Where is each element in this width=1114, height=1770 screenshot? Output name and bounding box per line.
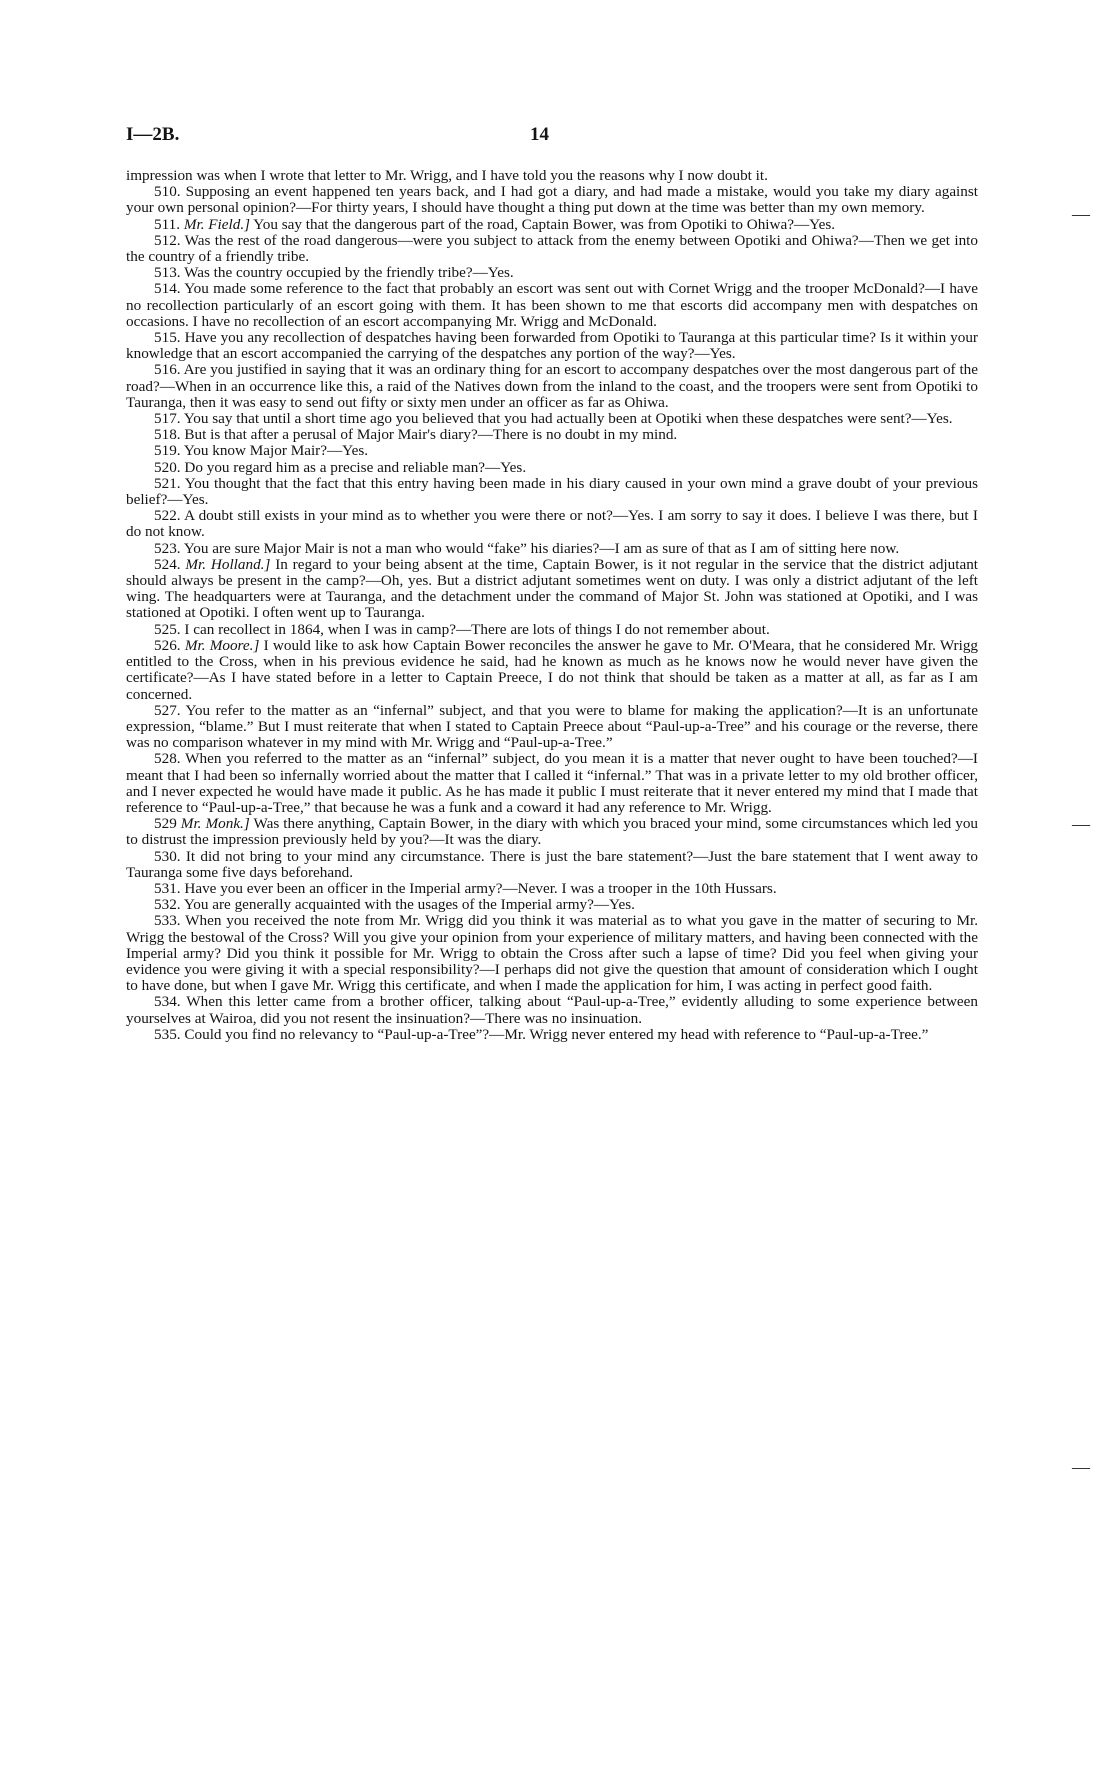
paragraph-text: When this letter came from a brother officer, talking about “Paul-up-a-Tree,” evidently alluding to some experience between yourselves at Wairoa, did you not resent the insinuation?—There was no insinuation. xyxy=(126,993,978,1027)
paragraph-text: When you received the note from Mr. Wrigg did you think it was material as to what you gave in the matter of securing to Mr. Wrigg the bestowal of the Cross? Will you give your opinion from your experience of military matters, and having been connected with the Imperial army? Did you think it possible for Mr. Wrigg to obtain the Cross after such a lapse of time? Did you feel when giving your evidence you were giving it with a special responsibility?—I perhaps did not give the question that amount of consideration which I ought to have done, but when I gave Mr. Wrigg this certificate, and when I made the application for him, I was acting in perfect good faith. xyxy=(126,912,978,995)
evidence-paragraph xyxy=(126,541,978,557)
question-number: 528. xyxy=(154,750,181,768)
evidence-paragraph xyxy=(126,994,978,1026)
evidence-paragraph xyxy=(126,913,978,994)
evidence-paragraph xyxy=(126,411,978,427)
paragraph-text: It did not bring to your mind any circumstance. There is just the bare statement?—Just the bare statement that I went away to Tauranga some five days beforehand. xyxy=(126,847,979,881)
question-number: 516. xyxy=(154,361,181,379)
paragraph-text: impression was when I wrote that letter to Mr. Wrigg, and I have told you the reasons why I now doubt it. xyxy=(126,167,768,184)
question-number: 511. xyxy=(154,215,181,233)
paragraph-text: But is that after a perusal of Major Mair's diary?—There is no doubt in my mind. xyxy=(184,426,678,444)
question-number: 512. xyxy=(154,231,181,249)
evidence-paragraph xyxy=(126,265,978,281)
evidence-paragraph xyxy=(126,638,978,703)
paragraph-text: Have you ever been an officer in the Imperial army?—Never. I was a trooper in the 10th Hussars. xyxy=(184,879,777,897)
question-number: 529 xyxy=(154,815,177,833)
question-number: 522. xyxy=(154,507,181,525)
question-number: 517. xyxy=(154,410,181,428)
paragraph-text: You thought that the fact that this entry having been made in his diary caused in your own mind a grave doubt of your previous belief?—Yes. xyxy=(126,474,978,509)
question-number: 534. xyxy=(154,993,181,1011)
question-number: 525. xyxy=(154,620,181,638)
evidence-paragraph xyxy=(126,330,978,362)
evidence-paragraph xyxy=(126,751,978,816)
margin-mark: — xyxy=(1072,204,1090,224)
question-number: 531. xyxy=(154,879,181,897)
document-reference: I—2B. xyxy=(126,124,180,145)
question-number: 515. xyxy=(154,329,181,347)
question-number: 533. xyxy=(154,912,181,930)
question-number: 526. xyxy=(154,636,181,654)
question-number: 523. xyxy=(154,539,181,557)
paragraph-text: You know Major Mair?—Yes. xyxy=(183,442,369,460)
paragraph-text: You say that until a short time ago you believed that you had actually been at Opotiki when these despatches were sent?—Yes. xyxy=(183,410,953,428)
evidence-paragraph xyxy=(126,443,978,459)
paragraph-text: You made some reference to the fact that probably an escort was sent out with Cornet Wrigg and the trooper McDonald?—I have no recollection particularly of an escort going with them. It has been shown to me that escorts did accompany men with despatches on occasions. I have no recollection of an escort accompanying Mr. Wrigg and McDonald. xyxy=(126,280,978,330)
evidence-paragraph xyxy=(126,233,978,265)
paragraph-text: You are sure Major Mair is not a man who would “fake” his diaries?—I am as sure of that as I am of sitting here now. xyxy=(183,539,900,557)
paragraph-text: Was the country occupied by the friendly tribe?—Yes. xyxy=(184,264,514,282)
evidence-paragraph xyxy=(126,427,978,443)
paragraph-text: In regard to your being absent at the time, Captain Bower, is it not regular in the service that the district adjutant should always be present in the camp?—Oh, yes. But a district adjutant sometimes went on duty. I was only a district adjutant of the left wing. The headquarters were at Tauranga, and the detachment under the command of Major St. John was stationed at Opotiki, and I was stationed at Opotiki. I often went up to Tauranga. xyxy=(126,555,979,622)
paragraph-text: Was there anything, Captain Bower, in the diary with which you braced your mind, some circumstances which led you to distrust the impression previously held by you?—It was the diary. xyxy=(126,815,979,849)
page-number: 14 xyxy=(530,124,549,145)
paragraph-text: I would like to ask how Captain Bower reconciles the answer he gave to Mr. O'Meara, that he considered Mr. Wrigg entitled to the Cross, when in his previous evidence he said, had he known as much as he knows now he would never have given the certificate?—As I have stated before in a letter to Captain Preece, I do not think that should be taken as a matter at all, as far as I am concerned. xyxy=(126,636,979,703)
question-number: 510. xyxy=(154,183,181,201)
evidence-paragraph xyxy=(126,362,978,411)
speaker-name: Mr. Monk.] xyxy=(180,815,250,833)
paragraph-text: I can recollect in 1864, when I was in camp?—There are lots of things I do not remember about. xyxy=(184,620,770,638)
evidence-paragraph xyxy=(126,476,978,508)
question-number: 520. xyxy=(154,458,181,476)
evidence-paragraph xyxy=(126,281,978,330)
evidence-paragraph xyxy=(126,557,978,622)
paragraph-text: You refer to the matter as an “infernal” subject, and that you were to blame for making the application?—It is an unfortunate expression, “blame.” But I must reiterate that when I stated to Captain Preece about “Paul-up-a-Tree” and his courage or the reverse, there was no comparison whatever in my mind with Mr. Wrigg and “Paul-up-a-Tree.” xyxy=(126,701,979,752)
question-number: 521. xyxy=(154,474,181,492)
paragraph-text: Have you any recollection of despatches having been forwarded from Opotiki to Tauranga at this particular time? Is it within your knowledge that an escort accompanied the carrying of the despatches any portion of the way?—Yes. xyxy=(126,329,978,363)
paragraph-text: You are generally acquainted with the usages of the Imperial army?—Yes. xyxy=(183,896,635,914)
evidence-paragraph xyxy=(126,897,978,913)
paragraph-text: A doubt still exists in your mind as to whether you were there or not?—Yes. I am sorry to say it does. I believe I was there, but I do not know. xyxy=(126,507,978,541)
evidence-paragraph xyxy=(126,217,978,233)
margin-mark: — xyxy=(1072,814,1090,834)
evidence-paragraph xyxy=(126,881,978,897)
question-number: 519. xyxy=(154,442,181,460)
evidence-paragraph xyxy=(126,703,978,752)
paragraph-text: Supposing an event happened ten years back, and I had got a diary, and had made a mistake, would you take my diary against your own personal opinion?—For thirty years, I should have thought a thing put down at the time was better than my own memory. xyxy=(126,183,979,217)
question-number: 514. xyxy=(154,280,181,298)
document-body xyxy=(126,168,978,1043)
paragraph-text: Was the rest of the road dangerous—were you subject to attack from the enemy between Opotiki and Ohiwa?—Then we get into the country of a friendly tribe. xyxy=(126,231,978,266)
speaker-name: Mr. Moore.] xyxy=(184,636,260,654)
question-number: 530. xyxy=(154,847,181,865)
question-number: 527. xyxy=(154,701,181,719)
speaker-name: Mr. Field.] xyxy=(183,215,251,233)
evidence-paragraph xyxy=(126,849,978,881)
paragraph-text: You say that the dangerous part of the road, Captain Bower, was from Opotiki to Ohiwa?—Yes. xyxy=(253,215,836,233)
evidence-paragraph xyxy=(126,460,978,476)
margin-mark: — xyxy=(1072,1457,1090,1477)
evidence-paragraph xyxy=(126,816,978,848)
question-number: 524. xyxy=(154,555,181,573)
evidence-paragraph xyxy=(126,184,978,216)
evidence-paragraph xyxy=(126,622,978,638)
evidence-paragraph xyxy=(126,1027,978,1043)
question-number: 513. xyxy=(154,264,181,282)
question-number: 532. xyxy=(154,896,181,914)
paragraph-text: When you referred to the matter as an “infernal” subject, do you mean it is a matter that never ought to have been touched?—I meant that I had been so infernally worried about the matter that I called it “infernal.” That was in a private letter to my old brother officer, and I never expected he would have made it public. As he has made it public I must reiterate that it never entered my mind that I made that reference to “Paul-up-a-Tree,” that because he was a funk and a coward it had any reference to Mr. Wrigg. xyxy=(126,750,978,816)
evidence-paragraph xyxy=(126,508,978,540)
paragraph-text: Could you find no relevancy to “Paul-up-a-Tree”?—Mr. Wrigg never entered my head with reference to “Paul-up-a-Tree.” xyxy=(184,1025,929,1043)
speaker-name: Mr. Holland.] xyxy=(185,555,271,573)
paragraph-text: Do you regard him as a precise and reliable man?—Yes. xyxy=(184,458,527,476)
evidence-paragraph xyxy=(126,168,978,184)
question-number: 518. xyxy=(154,426,181,444)
paragraph-text: Are you justified in saying that it was an ordinary thing for an escort to accompany despatches over the most dangerous part of the road?—When in an occurrence like this, a raid of the Natives down from the inland to the coast, and the troopers were sent from Opotiki to Tauranga, then it was easy to send out fifty or sixty men under an officer as far as Ohiwa. xyxy=(126,361,978,411)
question-number: 535. xyxy=(154,1025,181,1043)
